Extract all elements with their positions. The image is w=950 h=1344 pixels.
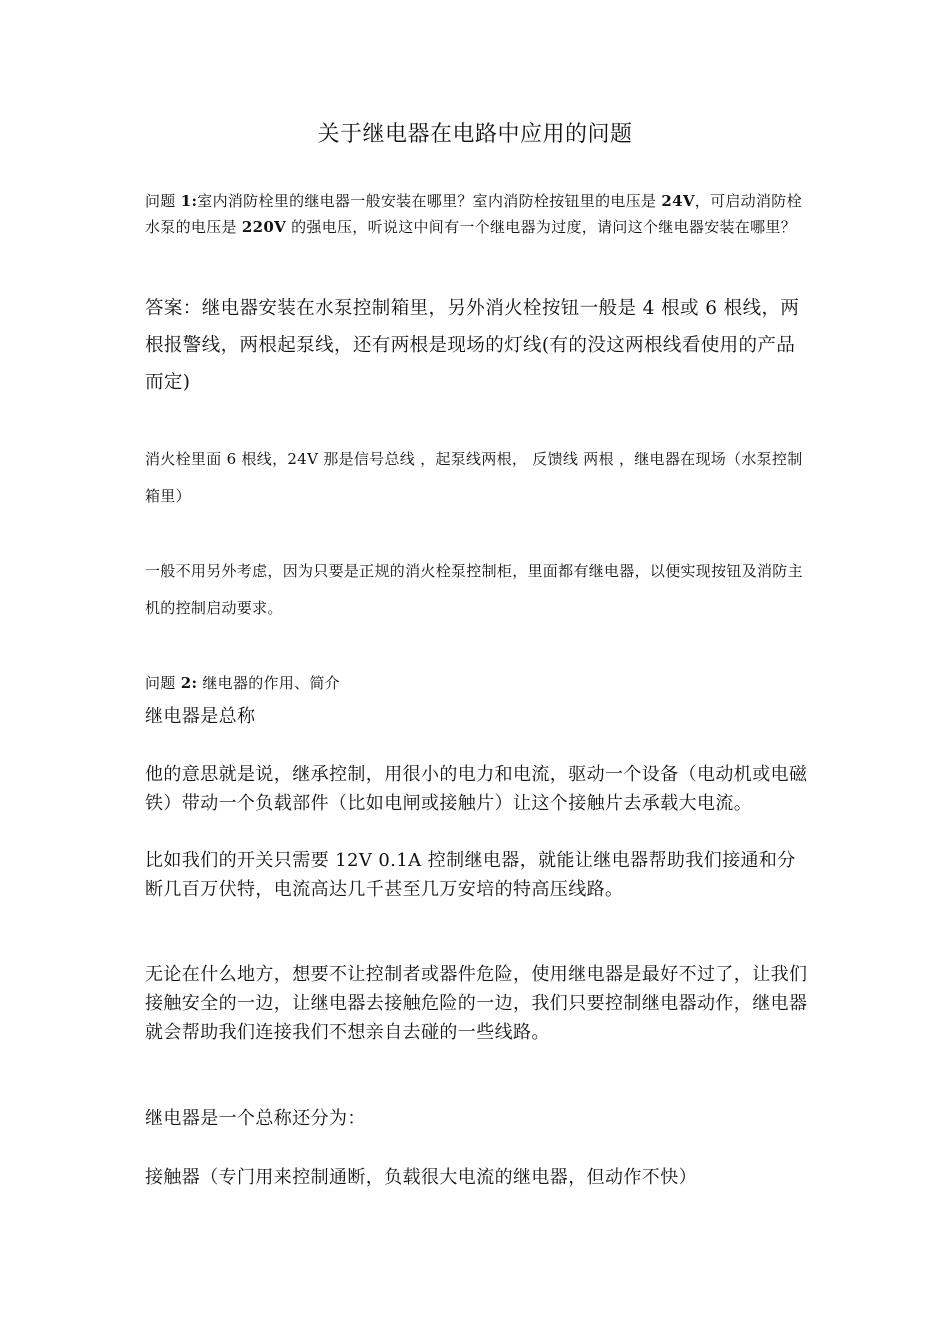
paragraph-hydrant-wires: 消火栓里面 6 根线，24V 那是信号总线 ，起泵线两根， 反馈线 两根 ，继电器在现场（水泵控制箱里） xyxy=(145,450,803,505)
question-1-text-a: 室内消防栓里的继电器一般安装在哪里？室内消防栓按钮里的电压是 xyxy=(197,192,662,210)
question-1-text-b: ，可启动消防栓水泵的电压是 xyxy=(145,192,802,236)
relay-safety-paragraph: 无论在什么地方，想要不让控制者或器件危险，使用继电器是最好不过了，让我们接触安全的一边，让继电器去接触危险的一边，我们只要控制继电器动作，继电器就会帮助我们连接我们不想亲自去碰的一些线路。 xyxy=(145,964,808,1043)
relay-meaning-paragraph: 他的意思就是说，继承控制，用很小的电力和电流，驱动一个设备（电动机或电磁铁）带动一个负载部件（比如电闸或接触片）让这个接触片去承载大电流。 xyxy=(145,764,808,814)
relay-type-contactor: 接触器（专门用来控制通断，负载很大电流的继电器，但动作不快） xyxy=(145,1167,697,1188)
paragraph-general-note: 一般不用另外考虑，因为只要是正规的消火栓泵控制柜，里面都有继电器，以便实现按钮及消防主机的控制启动要求。 xyxy=(145,562,803,617)
question-2-colon: : xyxy=(191,674,198,692)
question-1-text-c: 的强电压，听说这中间有一个继电器为过度，请问这个继电器安装在哪里？ xyxy=(286,218,797,236)
question-1-colon: : xyxy=(191,192,198,210)
document-title: 关于继电器在电路中应用的问题 xyxy=(317,122,633,147)
answer-1: 答案：继电器安装在水泵控制箱里，另外消火栓按钮一般是 4 根或 6 根线，两根报警线，两根起泵线，还有两根是现场的灯线(有的没这两根线看使用的产品而定) xyxy=(145,298,800,393)
question-1-label: 问题 xyxy=(145,192,176,210)
question-1 xyxy=(145,188,810,240)
question-1-voltage-24: 24V xyxy=(661,192,695,210)
question-2 xyxy=(145,670,810,696)
relay-example-paragraph: 比如我们的开关只需要 12V 0.1A 控制继电器，就能让继电器帮助我们接通和分断几百万伏特，电流高达几千甚至几万安培的特高压线路。 xyxy=(145,850,796,900)
relay-summary: 继电器是总称 xyxy=(145,706,256,727)
question-1-number: 1 xyxy=(180,192,192,210)
question-1-voltage-220: 220V xyxy=(241,218,287,236)
relay-types-intro: 继电器是一个总称还分为： xyxy=(145,1108,366,1129)
question-2-label: 问题 xyxy=(145,674,176,692)
question-2-number: 2 xyxy=(180,674,192,692)
question-2-text: 继电器的作用、简介 xyxy=(197,674,341,692)
